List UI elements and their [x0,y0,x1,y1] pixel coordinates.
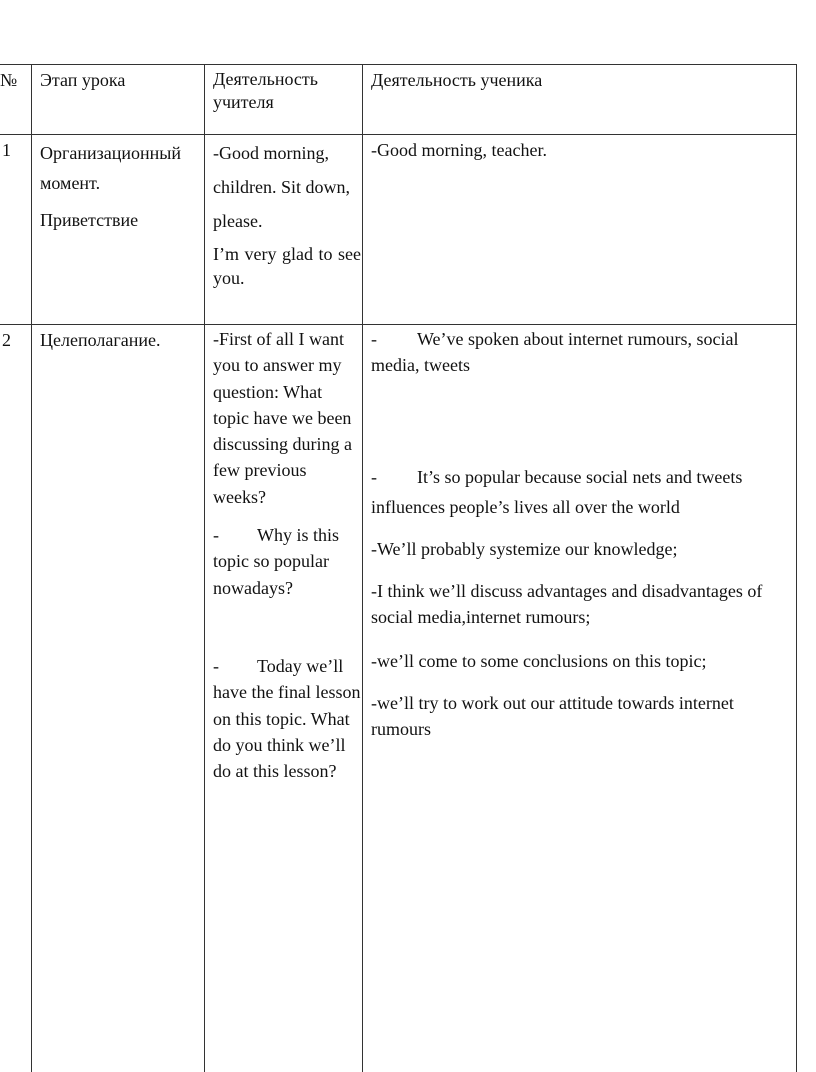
bullet-dash: - [371,467,377,487]
table-border-top [0,64,797,65]
bullet-dash: - [213,525,219,546]
column-divider [362,64,363,1072]
row-divider [0,324,797,325]
header-stage: Этап урока [40,70,126,90]
header-student-activity: Деятельность ученика [371,70,543,90]
column-divider [31,64,32,1072]
student-text: We’ve spoken about internet rumours, social media, tweets [371,329,739,376]
teacher-activity-cell [213,136,361,290]
stage-text: Целеполагание. [40,330,161,350]
teacher-text: Why is this topic so popular nowadays? [213,525,340,598]
stage-text: Организационный момент. [40,143,181,193]
student-text: -We’ll probably systemize our knowledge; [371,539,678,559]
student-bullet-item [371,326,791,379]
teacher-text: I’m very glad to see you. [213,244,361,288]
teacher-text: Today we’ll have the final lesson on this topic. What do you think we’ll do at this lesson? [213,655,361,782]
table-border-right [796,64,797,1072]
row-number: 1 [2,140,11,160]
teacher-bullet-item [213,522,361,601]
stage-cell [40,328,202,354]
header-teacher-activity: Деятельность учителя [213,69,318,113]
teacher-text: -Good morning, children. Sit down, please. [213,143,350,231]
header-number: № [0,70,18,90]
student-text: It’s so popular because social nets and tweets influences people’s lives all over the world [371,467,743,517]
student-bullet-item [371,462,791,522]
teacher-text: -First of all I want you to answer my question: What topic have we been discussing during a few previous weeks? [213,329,352,507]
row-divider [0,134,797,135]
student-activity-cell [371,326,791,740]
bullet-dash: - [371,329,377,349]
row-number: 2 [2,330,11,350]
student-text: -I think we’ll discuss advantages and disadvantages of social media,internet rumours; [371,581,763,628]
student-text: -Good morning, teacher. [371,140,547,160]
student-text: -we’ll come to some conclusions on this topic; [371,651,707,671]
teacher-bullet-item [213,653,361,784]
student-text: -we’ll try to work out our attitude towards internet rumours [371,693,734,740]
student-activity-cell [371,138,791,164]
stage-cell [40,138,202,234]
stage-text: Приветствие [40,210,139,230]
bullet-dash: - [213,655,219,676]
teacher-activity-cell [213,326,361,784]
column-divider [204,64,205,1072]
